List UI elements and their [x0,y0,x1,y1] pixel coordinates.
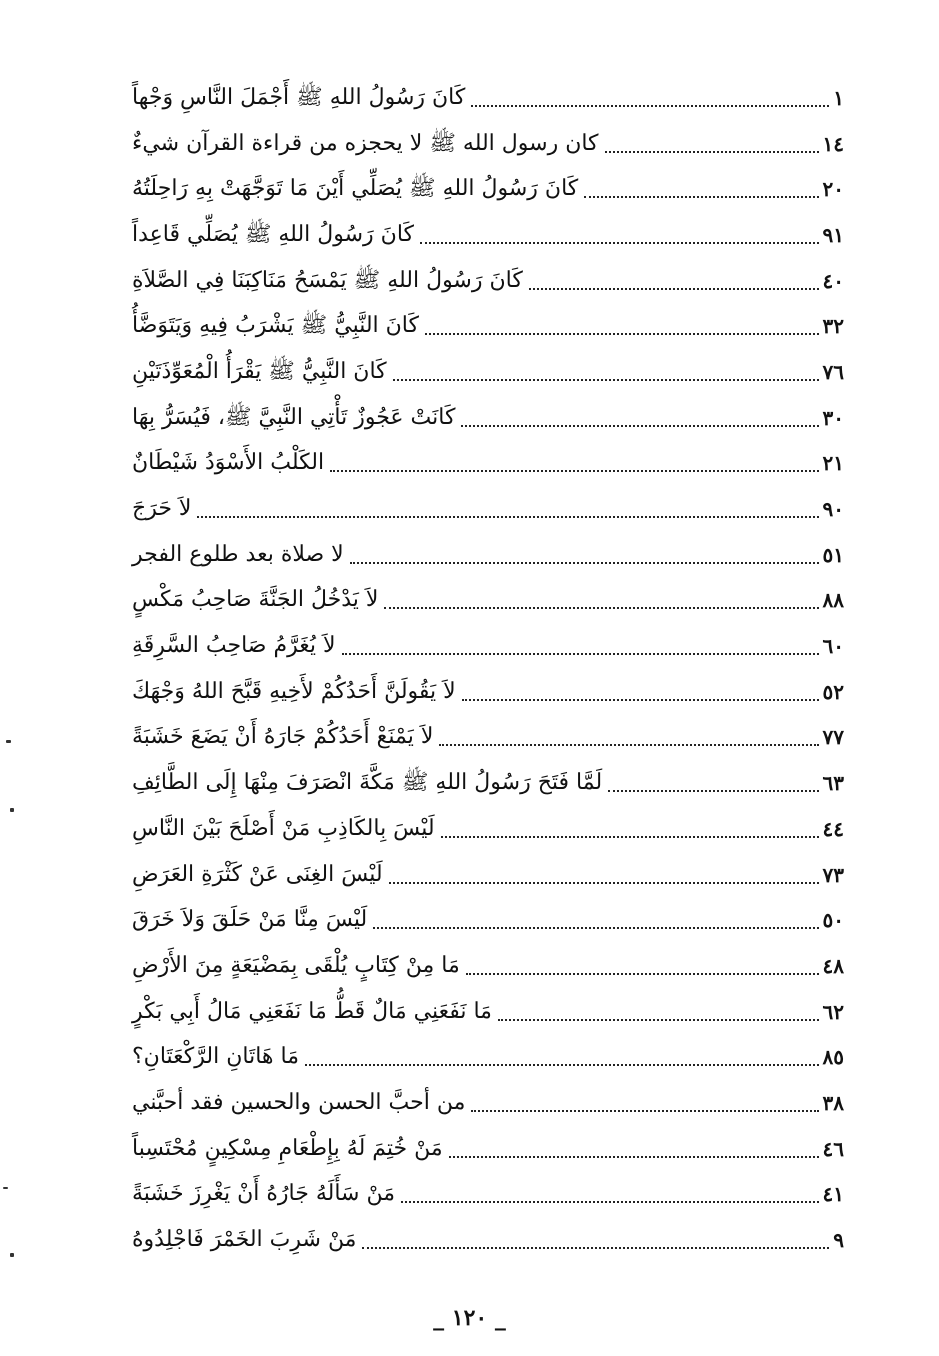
index-entry [132,395,844,441]
index-entry [132,897,844,943]
page-reference: ٨٥ [822,1045,844,1070]
hadith-text: لَيْسَ الغِنَى عَنْ كَثْرَةِ العَرَضِ [132,861,383,887]
hadith-text: لاَ يَمْنَعْ أَحَدُكُمْ جَارَهُ أَنْ يَضَعَ خَشَبَةً [132,724,434,750]
dot-leader [608,778,818,792]
index-entry [132,532,844,578]
hadith-text: لَيْسَ بِالكَاذِبِ مَنْ أَصْلَحَ بَيْنَ النَّاسِ [132,815,435,841]
page-reference: ٣٢ [822,314,844,339]
index-entry [132,989,844,1035]
dot-leader [330,458,818,472]
index-entry [132,75,844,121]
page-reference: ٣٠ [822,405,844,430]
dot-leader [197,504,818,518]
hadith-text: لاَ يَدْخُلُ الجَنَّةَ صَاحِبُ مَكْسٍ [132,587,379,613]
index-entry [132,715,844,761]
hadith-text: لا صلاة بعد طلوع الفجر [132,541,344,567]
hadith-text: لاَ حَرَجَ [132,496,192,522]
hadith-text: كَانَ النَّبِيُّ ﷺ يَشْرَبُ فِيهِ وَيَتَوَضَّأُ [132,313,419,339]
index-entry [132,212,844,258]
index-entry [132,486,844,532]
dot-leader [425,321,819,335]
index-entry [132,1126,844,1172]
index-entry [132,258,844,304]
hadith-text: كَانَ رَسُولُ اللهِ ﷺ يُصَلِّي قَاعِداً [132,221,415,247]
page-reference: ٧٦ [822,359,844,384]
dot-leader [462,687,819,701]
dot-leader [350,550,819,564]
dot-leader [342,641,819,655]
dot-leader [401,1189,819,1203]
dot-leader [605,139,819,153]
page-reference: ٩ [833,1228,844,1253]
dot-leader [461,413,818,427]
index-entry [132,669,844,715]
hadith-text: كَانَ رَسُولُ اللهِ ﷺ يَمْسَحُ مَنَاكِبَنَا فِي الصَّلاَةِ [132,267,523,293]
hadith-text: مَا هَاتَانِ الرَّكْعَتَانِ؟ [132,1044,299,1070]
index-entry [132,121,844,167]
page-reference: ٥٢ [822,679,844,704]
index-entry [132,943,844,989]
dot-leader [393,367,819,381]
hadith-text: كَانَ رَسُولُ اللهِ ﷺ أَجْمَلَ النَّاسِ وَجْهاً [132,84,466,110]
dot-leader [498,1007,819,1021]
hadith-text: مَا نَفَعَنِي مَالٌ قَطُّ مَا نَفَعَنِي مَالُ أَبِي بَكْرٍ [132,998,492,1024]
hadith-text: كَانَ رَسُولُ اللهِ ﷺ يُصَلِّي أَيْنَ مَا تَوَجَّهَتْ بِهِ رَاحِلَتُهُ [132,176,579,202]
hadith-text: كَانَتْ عَجُوزٌ تَأْتِي النَّبِيَّ ﷺ، فَيُسَرُّ بِهَا [132,404,456,430]
dot-leader [439,732,818,746]
dot-leader [466,961,819,975]
dot-leader [449,1144,819,1158]
dot-leader [420,230,819,244]
dot-leader [373,915,818,929]
hadith-text: الكَلْبُ الأَسْوَدُ شَيْطَانٌ [132,450,325,476]
page-reference: ٤٨ [822,953,844,978]
hadith-text: مَنْ خُتِمَ لَهُ بِإِطْعَامِ مِسْكِينٍ مُحْتَسِباً [132,1135,443,1161]
hadith-text: كَانَ النَّبِيُّ ﷺ يَقْرَأُ الْمُعَوِّذَتَيْنِ [132,358,387,384]
dot-leader [471,93,829,107]
scan-speck [10,1253,14,1257]
page-reference: ٣٨ [822,1090,844,1115]
index-entry [132,303,844,349]
dot-leader [362,1235,829,1249]
hadith-text: مَنْ سَأَلَهُ جَارُهُ أَنْ يَغْرِزَ خَشَبَةً [132,1181,396,1207]
index-entry [132,349,844,395]
scan-speck [10,808,14,812]
dot-leader [441,824,819,838]
page-reference: ٤١ [822,1182,844,1207]
page-reference: ٧٧ [822,725,844,750]
page-reference: ١٤ [822,131,844,156]
page-reference: ٦٠ [822,634,844,659]
hadith-text: لَيْسَ مِنَّا مَنْ حَلَقَ وَلاَ خَرَقَ [132,907,368,933]
page-reference: ١ [833,85,844,110]
index-entry [132,578,844,624]
page-reference: ٤٠ [822,268,844,293]
page-reference: ٦٢ [822,999,844,1024]
index-entry [132,1172,844,1218]
page-reference: ٩٠ [822,497,844,522]
index-entry [132,623,844,669]
page-reference: ٤٦ [822,1136,844,1161]
hadith-text: مَا مِنْ كِتَابٍ يُلْقَى بِمَضْيَعَةٍ مِنَ الأَرْضِ [132,952,460,978]
page-reference: ٦٣ [822,771,844,796]
index-entry [132,806,844,852]
hadith-text: لاَ يَقُولَنَّ أَحَدُكُمْ لأَخِيهِ قَبَّحَ اللهُ وَجْهَكَ [132,678,456,704]
index-entry [132,1080,844,1126]
page-reference: ٨٨ [822,588,844,613]
page-reference: ٢١ [822,451,844,476]
page-reference: ٧٣ [822,862,844,887]
page-number: _ ١٢٠ _ [433,1305,506,1331]
page-reference: ٩١ [822,222,844,247]
dot-leader [305,1052,819,1066]
index-entry [132,1034,844,1080]
dot-leader [471,1098,818,1112]
index-entry [132,1217,844,1263]
dot-leader [384,595,818,609]
page-reference: ٥١ [822,542,844,567]
hadith-text: لاَ يُغَرَّمُ صَاحِبُ السَّرِقَةِ [132,633,336,659]
dot-leader [529,276,819,290]
page-reference: ٥٠ [822,908,844,933]
index-entry [132,166,844,212]
dot-leader [584,184,818,198]
scan-speck [6,740,11,743]
page-reference: ٢٠ [822,177,844,202]
hadith-text: مَنْ شَرِبَ الخَمْرَ فَاجْلِدُوهُ [132,1227,357,1253]
dot-leader [389,870,819,884]
page-reference: ٤٤ [822,816,844,841]
index-entry [132,760,844,806]
hadith-text: لَمَّا فَتَحَ رَسُولُ اللهِ ﷺ مَكَّةَ انْصَرَفَ مِنْهَا إِلَى الطَّائِفِ [132,770,603,796]
index-entry [132,852,844,898]
scan-speck [3,1187,8,1189]
hadith-text: كان رسول الله ﷺ لا يحجزه من قراءة القرآن شيءٌ [132,130,599,156]
index-entry [132,441,844,487]
hadith-text: من أحبَّ الحسن والحسين فقد أحبَّني [132,1089,466,1115]
hadith-index-list [132,75,844,1263]
